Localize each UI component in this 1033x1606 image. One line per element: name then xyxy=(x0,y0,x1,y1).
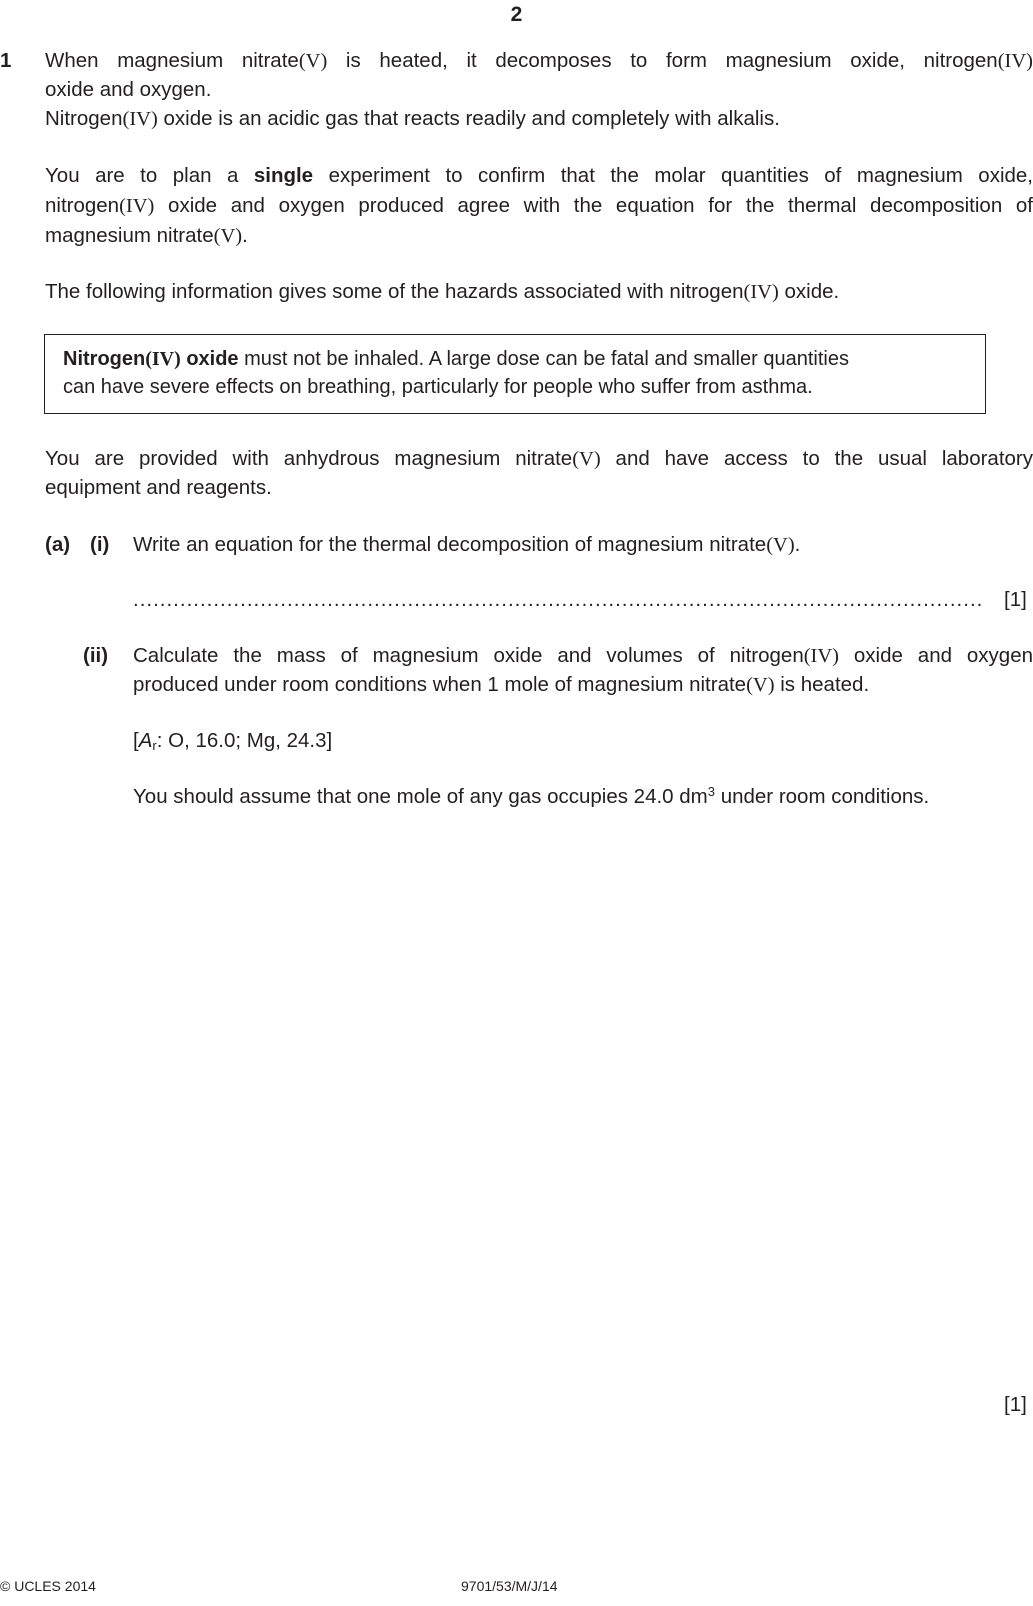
assume-text-b: under room conditions. xyxy=(715,785,930,808)
answer-line[interactable]: ............................................................................................................................... xyxy=(133,588,984,611)
oxidation-state: (IV) xyxy=(997,50,1033,72)
gas-volume-assumption xyxy=(133,782,1033,811)
oxidation-state: (IV) xyxy=(119,195,155,217)
part-a-ii-marks: [1] xyxy=(1004,1393,1027,1416)
oxidation-state: (IV) xyxy=(145,348,181,370)
part-a-i-label: (i) xyxy=(90,533,110,556)
part-a-i-text: Write an equation for the thermal decomposition of magnesium nitrate(V). xyxy=(133,533,801,556)
assume-text-a: You should assume that one mole of any gas occupies 24.0 dm xyxy=(133,785,708,808)
oxidation-state: (IV) xyxy=(803,645,840,667)
oxidation-state: (V) xyxy=(572,448,601,470)
ar-subscript: r xyxy=(152,738,157,753)
intro-line-3: Nitrogen(IV) oxide is an acidic gas that reacts readily and completely with alkalis. xyxy=(45,107,780,130)
ar-values: : O, 16.0; Mg, 24.3] xyxy=(156,729,333,752)
provided-line-2: equipment and reagents. xyxy=(45,476,272,499)
footer-code: 9701/53/M/J/14 xyxy=(461,1578,558,1594)
oxidation-state: (V) xyxy=(746,674,775,696)
oxidation-state: (V) xyxy=(213,225,243,247)
part-a-ii-line-2: produced under room conditions when 1 mole of magnesium nitrate(V) is heated. xyxy=(133,673,870,696)
working-space[interactable] xyxy=(133,830,1033,1350)
cubed-superscript: 3 xyxy=(707,784,715,799)
oxidation-state: (V) xyxy=(766,534,795,556)
question-number: 1 xyxy=(0,49,12,72)
provided-line-1: You are provided with anhydrous magnesium nitrate(V) and have access to the usual laboratory xyxy=(45,447,1033,470)
relative-atomic-masses xyxy=(133,726,332,755)
plan-text-a: You are to plan a xyxy=(45,164,254,187)
hazard-line-2: can have severe effects on breathing, particularly for people who suffer from asthma. xyxy=(63,376,813,398)
oxidation-state: (V) xyxy=(298,50,328,72)
footer-copyright: © UCLES 2014 xyxy=(0,1578,96,1594)
hazard-text-1: must not be inhaled. A large dose can be fatal and smaller quantities xyxy=(238,348,849,370)
part-a-ii-line-1: Calculate the mass of magnesium oxide and volumes of nitrogen(IV) oxide and oxygen xyxy=(133,644,1033,667)
plan-line-2: nitrogen(IV) oxide and oxygen produced agree with the equation for the thermal decomposition of xyxy=(45,194,1033,217)
intro-line-2: oxide and oxygen. xyxy=(45,78,212,101)
hazard-intro: The following information gives some of the hazards associated with nitrogen(IV) oxide. xyxy=(45,280,840,303)
plan-line-3: magnesium nitrate(V). xyxy=(45,224,248,247)
single-emphasis: single xyxy=(253,164,314,187)
intro-line-1: When magnesium nitrate(V) is heated, it decomposes to form magnesium oxide, nitrogen(IV) xyxy=(45,49,1033,72)
hazard-info-box xyxy=(44,334,986,414)
part-a-i-marks: [1] xyxy=(1004,588,1027,611)
plan-text-b: experiment to confirm that the molar quantities of magnesium oxide, xyxy=(313,164,1033,187)
oxidation-state: (IV) xyxy=(122,108,158,130)
part-a-ii-label: (ii) xyxy=(83,644,109,667)
hazard-line-1 xyxy=(63,345,963,373)
ar-open-bracket: [ xyxy=(133,729,139,752)
page-number: 2 xyxy=(510,3,523,26)
hazard-label: Nitrogen(IV) oxide xyxy=(63,348,239,370)
oxidation-state: (IV) xyxy=(743,281,779,303)
ar-symbol: A xyxy=(138,729,153,752)
part-a-label: (a) xyxy=(45,533,71,556)
plan-line-1 xyxy=(45,161,1033,190)
